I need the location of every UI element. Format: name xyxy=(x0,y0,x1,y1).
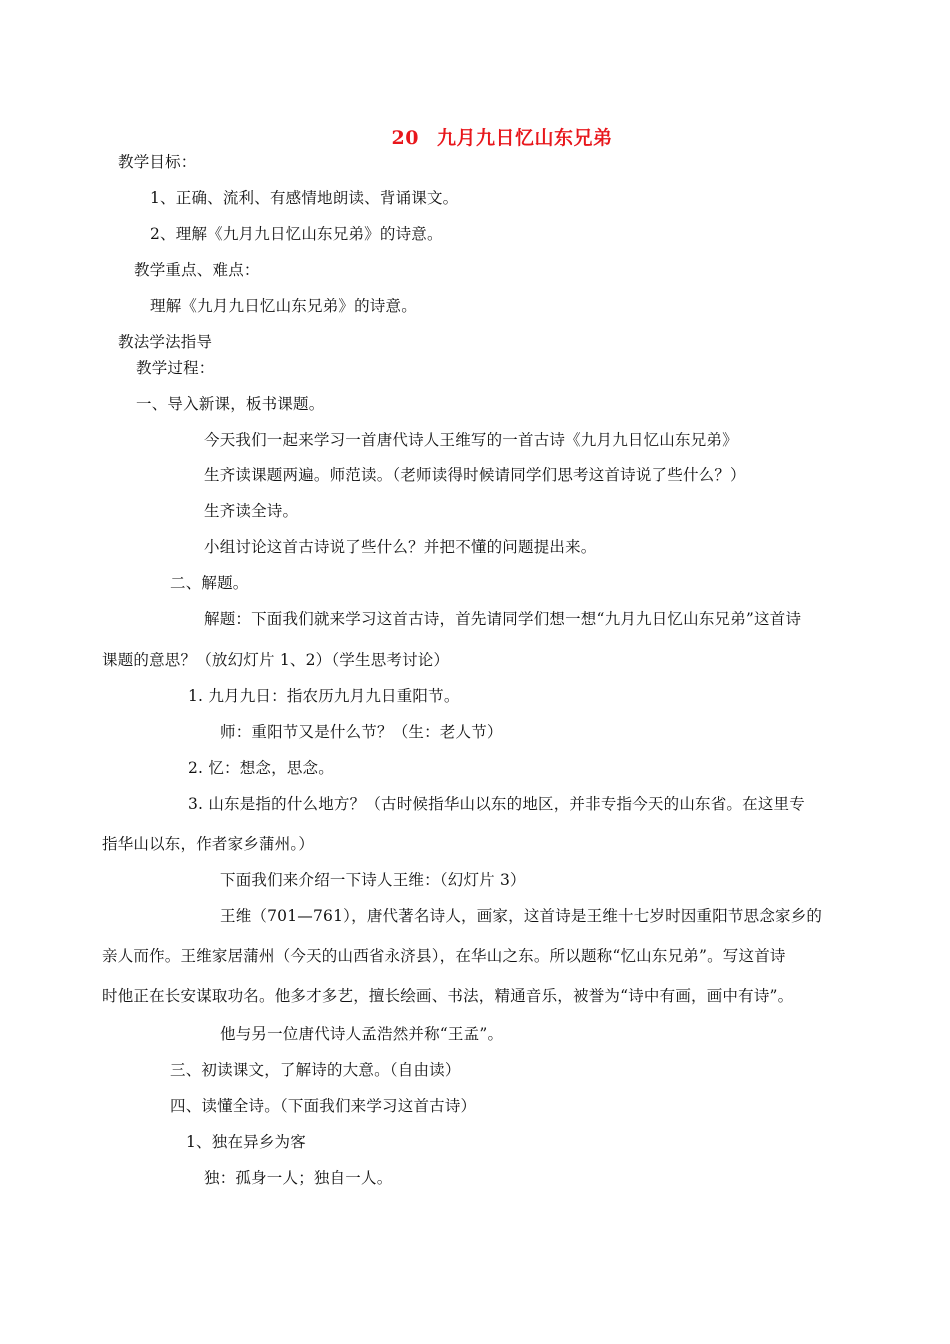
process-heading: 教学过程： xyxy=(136,359,215,377)
section-2-heading: 二、解题。 xyxy=(170,574,249,592)
lesson-number: 20 xyxy=(391,127,419,149)
section-3-heading: 三、初读课文，了解诗的大意。（自由读） xyxy=(170,1061,461,1079)
section-4-heading: 四、读懂全诗。（下面我们来学习这首古诗） xyxy=(170,1097,477,1115)
objective-item-2: 2、理解《九月九日忆山东兄弟》的诗意。 xyxy=(150,225,443,243)
section-1-heading: 一、导入新课，板书课题。 xyxy=(136,395,325,413)
poet-paragraph: 时他正在长安谋取功名。他多才多艺，擅长绘画、书法，精通音乐，被誉为“诗中有画，画中有诗”。 xyxy=(102,987,794,1005)
section-2-item: 指华山以东，作者家乡蒲州。） xyxy=(102,835,315,853)
objective-item-1: 1、正确、流利、有感情地朗读、背诵课文。 xyxy=(150,189,459,207)
objectives-heading: 教学目标： xyxy=(118,153,197,171)
key-points-heading: 教学重点、难点： xyxy=(134,261,260,279)
section-4-item: 1、独在异乡为客 xyxy=(186,1133,306,1151)
section-2-item-qa: 师：重阳节又是什么节？（生：老人节） xyxy=(220,723,503,741)
section-4-item-definition: 独：孤身一人；独自一人。 xyxy=(204,1169,393,1187)
poet-intro: 下面我们来介绍一下诗人王维：（幻灯片 3） xyxy=(220,871,526,889)
lesson-title: 九月九日忆山东兄弟 xyxy=(436,127,613,149)
methods-heading: 教法学法指导 xyxy=(118,333,213,351)
section-1-paragraph: 生齐读课题两遍。师范读。（老师读得时候请同学们思考这首诗说了些什么？） xyxy=(204,466,746,484)
section-2-item: 1. 九月九日：指农历九月九日重阳节。 xyxy=(188,687,460,705)
section-2-item: 2. 忆：想念，思念。 xyxy=(188,759,334,777)
page-title xyxy=(0,126,950,150)
section-1-paragraph: 今天我们一起来学习一首唐代诗人王维写的一首古诗《九月九日忆山东兄弟》 xyxy=(204,431,738,449)
poet-paragraph: 亲人而作。王维家居蒲州（今天的山西省永济县），在华山之东。所以题称“忆山东兄弟”。写这首诗 xyxy=(102,947,786,965)
poet-paragraph: 他与另一位唐代诗人孟浩然并称“王孟”。 xyxy=(220,1025,504,1043)
section-1-paragraph: 小组讨论这首古诗说了些什么？并把不懂的问题提出来。 xyxy=(204,538,597,556)
section-2-item: 3. 山东是指的什么地方？（古时候指华山以东的地区，并非专指今天的山东省。在这里专 xyxy=(188,795,805,813)
section-2-paragraph: 课题的意思？（放幻灯片 1、2）（学生思考讨论） xyxy=(102,651,450,669)
section-2-paragraph: 解题：下面我们就来学习这首古诗，首先请同学们想一想“九月九日忆山东兄弟”这首诗 xyxy=(204,610,802,628)
key-points-text: 理解《九月九日忆山东兄弟》的诗意。 xyxy=(150,297,417,315)
poet-paragraph: 王维（701—761），唐代著名诗人，画家，这首诗是王维十七岁时因重阳节思念家乡的 xyxy=(220,907,823,925)
section-1-paragraph: 生齐读全诗。 xyxy=(204,502,299,520)
